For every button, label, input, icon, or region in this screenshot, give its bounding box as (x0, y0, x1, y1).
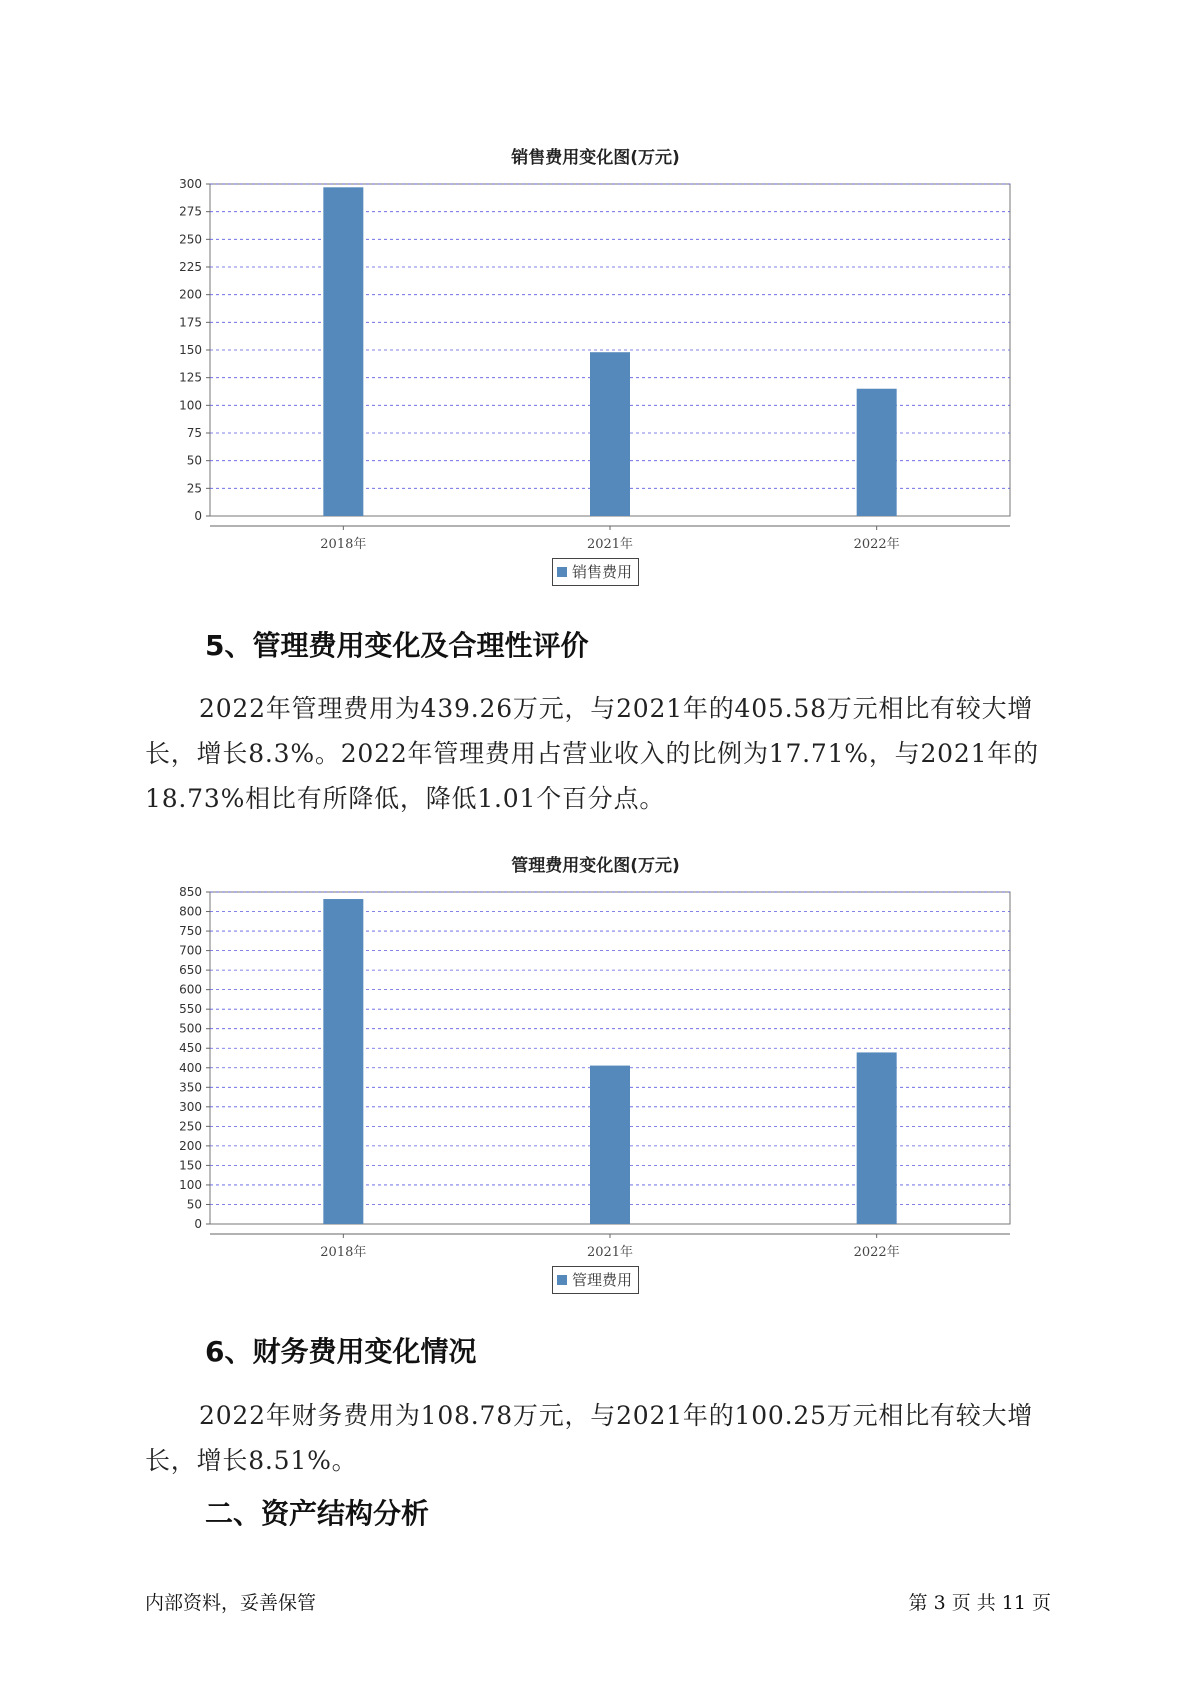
y-tick-label: 700 (179, 943, 202, 958)
legend-label: 管理费用 (572, 1271, 633, 1289)
y-tick-label: 0 (194, 509, 202, 523)
y-tick-label: 750 (179, 924, 202, 939)
y-tick-label: 600 (179, 982, 202, 997)
footer-confidential-note: 内部资料，妥善保管 (145, 1592, 317, 1614)
legend-swatch (557, 1275, 567, 1285)
y-tick-label: 650 (179, 963, 202, 978)
y-tick-label: 225 (179, 260, 202, 274)
y-tick-label: 300 (179, 177, 202, 191)
bar (857, 389, 897, 516)
x-tick-label: 2022年 (853, 537, 900, 550)
y-tick-label: 450 (179, 1041, 202, 1056)
y-tick-label: 150 (179, 1158, 202, 1173)
sales-expense-chart (150, 170, 1030, 550)
bar (323, 187, 363, 516)
chart2-legend (552, 1266, 639, 1294)
bar (590, 352, 630, 516)
legend-swatch (557, 567, 567, 577)
bar (323, 899, 363, 1224)
x-tick-label: 2018年 (320, 1245, 367, 1258)
section-6-paragraph: 2022年财务费用为108.78万元，与2021年的100.25万元相比有较大增长，增长8.51%。 (145, 1401, 1034, 1475)
bar (857, 1052, 897, 1224)
chart2-title: 管理费用变化图(万元) (511, 856, 680, 876)
y-tick-label: 200 (179, 1138, 202, 1153)
x-tick-label: 2021年 (586, 1245, 634, 1258)
y-tick-label: 500 (179, 1021, 202, 1036)
x-tick-label: 2022年 (853, 1245, 900, 1258)
y-tick-label: 850 (179, 885, 202, 899)
y-tick-label: 150 (179, 343, 202, 357)
y-tick-label: 125 (179, 370, 202, 385)
section-5-paragraph: 2022年管理费用为439.26万元，与2021年的405.58万元相比有较大增长，增长8.3%。2022年管理费用占营业收入的比例为17.71%，与2021年的18.73%相比有所降低，降低1.01个百分点。 (145, 694, 1039, 813)
y-tick-label: 550 (179, 1002, 202, 1017)
y-tick-label: 50 (186, 453, 202, 468)
section-asset-structure-heading: 二、资产结构分析 (205, 1497, 430, 1530)
y-tick-label: 800 (179, 904, 202, 919)
section-5-heading: 5、管理费用变化及合理性评价 (205, 629, 589, 662)
y-tick-label: 300 (179, 1099, 202, 1114)
y-tick-label: 25 (186, 481, 202, 496)
y-tick-label: 100 (179, 1177, 202, 1192)
y-tick-label: 200 (179, 287, 202, 302)
section-6-heading: 6、财务费用变化情况 (205, 1335, 477, 1368)
y-tick-label: 75 (186, 426, 202, 440)
y-tick-label: 50 (186, 1197, 202, 1212)
chart1-legend (552, 558, 639, 586)
bar (590, 1066, 630, 1224)
y-tick-label: 250 (179, 1119, 202, 1134)
admin-expense-chart (150, 878, 1030, 1258)
y-tick-label: 350 (179, 1080, 202, 1095)
x-tick-label: 2021年 (586, 537, 634, 550)
y-tick-label: 175 (179, 315, 202, 330)
chart1-title: 销售费用变化图(万元) (511, 148, 680, 168)
footer-page-number: 第 3 页 共 11 页 (908, 1592, 1051, 1614)
x-tick-label: 2018年 (320, 537, 367, 550)
y-tick-label: 400 (179, 1060, 202, 1075)
legend-label: 销售费用 (572, 563, 633, 581)
y-tick-label: 275 (179, 204, 202, 219)
y-tick-label: 250 (179, 232, 202, 247)
y-tick-label: 100 (179, 398, 202, 413)
y-tick-label: 0 (194, 1217, 202, 1231)
